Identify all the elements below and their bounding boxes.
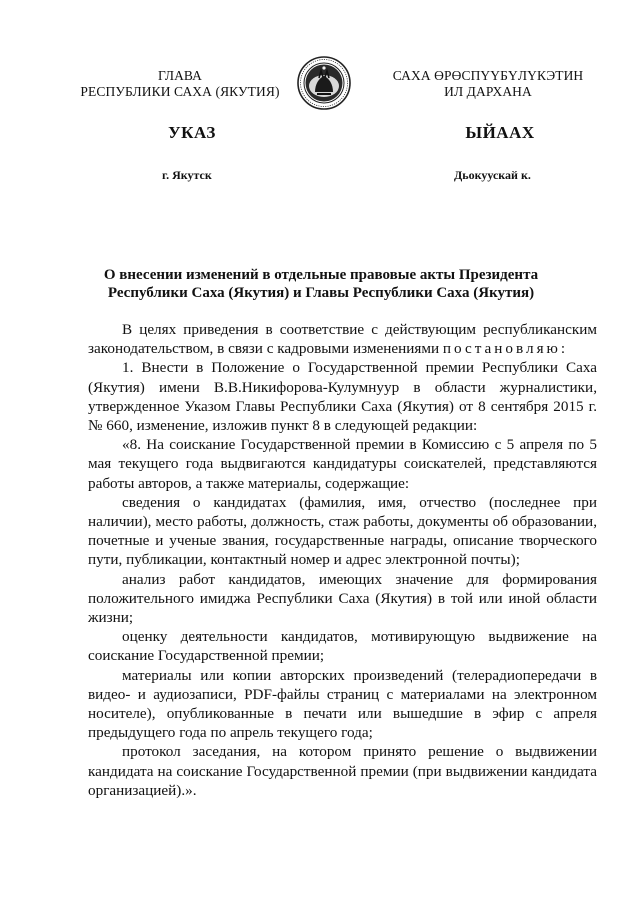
- preamble-text: В целях приведения в соответствие с действующим республиканским законодательством, в связи с кадровыми изменениями: [88, 321, 597, 358]
- header-left-line1: ГЛАВА: [157, 68, 203, 83]
- paragraph-works-analysis: анализ работ кандидатов, имеющих значение для формирования положительного имиджа Республики Саха (Якутия) в той или иной области жизни;: [88, 570, 597, 627]
- document-title: [88, 266, 554, 302]
- header-right-line1: САХА ӨРӨСПҮҮБҮЛҮКЭТИН: [392, 68, 584, 83]
- header-left-line2: РЕСПУБЛИКИ САХА (ЯКУТИЯ): [80, 84, 280, 99]
- coat-of-arms-emblem-icon: [297, 56, 351, 110]
- paragraph-preamble: [88, 320, 597, 358]
- city-sah: Дьокуускай к.: [454, 168, 531, 182]
- paragraph-activity-assessment: оценку деятельности кандидатов, мотивирующую выдвижение на соискание Государственной премии;: [88, 628, 597, 665]
- header-left: [70, 68, 290, 100]
- paragraph-protocol: протокол заседания, на котором принято решение о выдвижении кандидата на соискание Государственной премии (при выдвижении кандидата организацией).».: [88, 743, 597, 799]
- city-ru: г. Якутск: [162, 168, 212, 182]
- decree-label-sah: ЫЙААХ: [465, 123, 535, 142]
- paragraph-item-1: 1. Внести в Положение о Государственной премии Республики Саха (Якутия) имени В.В.Никифорова-Кулумнуур в области журналистики, утвержденное Указом Главы Республики Саха (Якутия) от 8 сентября 2015 г. № 660, изменение, изложив пункт 8 в следующей редакции:: [88, 359, 597, 435]
- decree-label-ru: УКАЗ: [168, 123, 216, 142]
- paragraph-candidate-info: сведения о кандидатах (фамилия, имя, отчество (последнее при наличии), место работы, должность, стаж работы, документы об образовании, почетные и ученые звания, государственные награды, описание творческого пути, публикации, контактный номер и адрес электронной почты);: [88, 493, 597, 569]
- paragraph-materials: материалы или копии авторских произведений (телерадиопередачи в видео- и аудиозаписи, PDF-файлы страниц с материалами на электронном носителе), опубликованные в печати или вышедшие в эфир с апреля предыдущего года по апрель текущего года;: [88, 666, 597, 742]
- header-right: [378, 68, 598, 100]
- title-line2: Республики Саха (Якутия) и Главы Республики Саха (Якутия): [107, 285, 535, 301]
- paragraph-item-8: «8. На соискание Государственной премии в Комиссию с 5 апреля по 5 мая текущего года выдвигаются кандидатуры соискателей, представляются работы авторов, а также материалы, содержащие:: [88, 436, 597, 492]
- preamble-resolve: постановляю:: [442, 340, 569, 358]
- title-line1: О внесении изменений в отдельные правовые акты Президента: [103, 267, 539, 283]
- document-body: [88, 320, 597, 800]
- header-right-line2: ИЛ ДАРХАНА: [444, 84, 532, 99]
